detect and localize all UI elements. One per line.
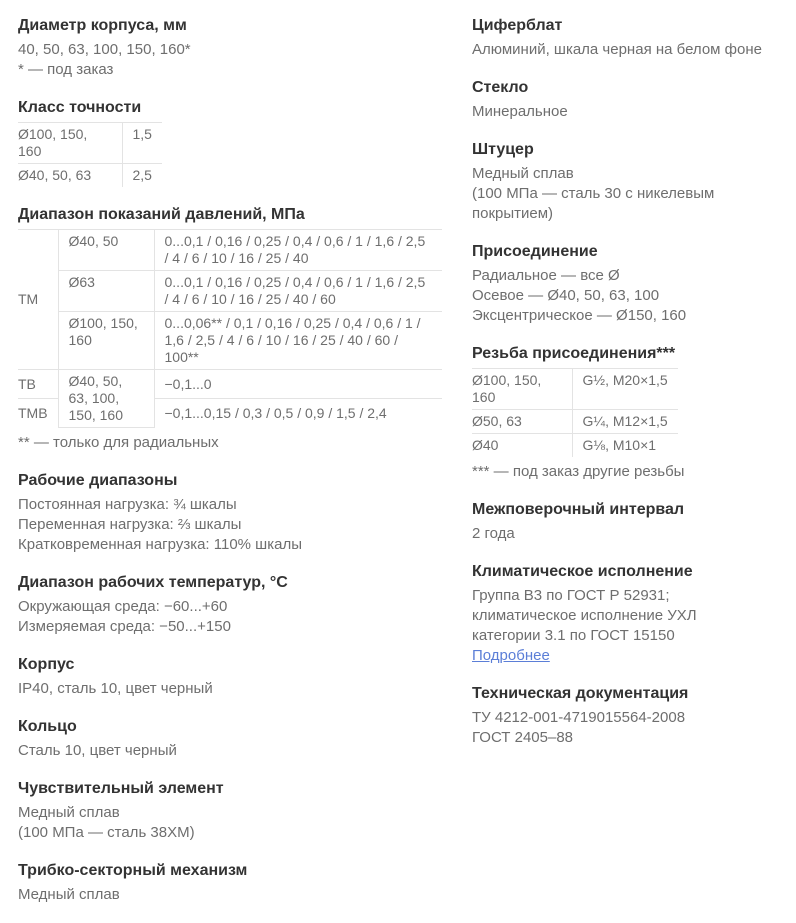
ring-value: Сталь 10, цвет черный xyxy=(18,742,177,759)
case-value: IP40, сталь 10, цвет черный xyxy=(18,680,213,697)
class-cell: 2,5 xyxy=(122,164,162,188)
section-documentation xyxy=(472,684,786,748)
details-link[interactable]: Подробнее xyxy=(472,647,550,664)
series-cell: ТВ xyxy=(18,370,58,399)
diameter-cell: Ø40, 50, 63, 100, 150, 160 xyxy=(58,370,154,428)
diameter-cell: Ø40, 50 xyxy=(58,230,154,271)
docs-gost: ГОСТ 2405–88 xyxy=(472,729,574,746)
pressure-footnote: ** — только для радиальных xyxy=(18,434,219,451)
connection-radial: Радиальное — все Ø xyxy=(472,267,620,284)
table-row xyxy=(18,312,442,370)
section-title: Корпус xyxy=(18,656,75,673)
section-ring xyxy=(18,717,460,761)
section-title: Штуцер xyxy=(472,141,534,158)
climate-group: Группа В3 по ГОСТ Р 52931; xyxy=(472,587,670,604)
section-fitting xyxy=(472,140,786,224)
diameter-cell: Ø40 xyxy=(472,434,572,458)
connection-axial: Осевое — Ø40, 50, 63, 100 xyxy=(472,287,660,304)
section-title: Рабочие диапазоны xyxy=(18,472,178,489)
section-accuracy-class xyxy=(18,98,460,187)
right-column xyxy=(472,16,786,923)
section-title: Циферблат xyxy=(472,17,563,34)
climate-version: климатическое исполнение УХЛ xyxy=(472,607,697,624)
working-constant-load: Постоянная нагрузка: ¾ шкалы xyxy=(18,496,237,513)
section-working-ranges xyxy=(18,471,460,555)
table-row xyxy=(18,123,162,164)
section-title: Присоединение xyxy=(472,243,598,260)
interval-value: 2 года xyxy=(472,525,515,542)
section-title: Чувствительный элемент xyxy=(18,780,224,797)
docs-tu: ТУ 4212-001-4719015564-2008 xyxy=(472,709,686,726)
class-cell: 1,5 xyxy=(122,123,162,164)
range-cell: −0,1...0,15 / 0,3 / 0,5 / 0,9 / 1,5 / 2,4 xyxy=(154,399,442,428)
thread-cell: G¼, M12×1,5 xyxy=(572,410,678,434)
section-title: Трибко-секторный механизм xyxy=(18,862,248,879)
temperature-measured: Измеряемая среда: −50...+150 xyxy=(18,618,231,635)
range-cell: 0...0,1 / 0,16 / 0,25 / 0,4 / 0,6 / 1 / 1,6 / 2,5 / 4 / 6 / 10 / 16 / 25 / 40 xyxy=(154,230,442,271)
diameter-cell: Ø100, 150, 160 xyxy=(18,123,122,164)
section-title: Климатическое исполнение xyxy=(472,563,693,580)
accuracy-class-table xyxy=(18,122,162,187)
range-cell: 0...0,06** / 0,1 / 0,16 / 0,25 / 0,4 / 0,6 / 1 / 1,6 / 2,5 / 4 / 6 / 10 / 16 / 25 / 40 / 60 / 100** xyxy=(154,312,442,370)
section-glass xyxy=(472,78,786,122)
table-row xyxy=(472,410,678,434)
sensor-material-note: (100 МПа — сталь 38ХМ) xyxy=(18,824,195,841)
range-cell: −0,1...0 xyxy=(154,370,442,399)
diameter-cell: Ø100, 150, 160 xyxy=(472,369,572,410)
thread-cell: G½, M20×1,5 xyxy=(572,369,678,410)
fitting-material: Медный сплав xyxy=(472,165,574,182)
table-row xyxy=(472,434,678,458)
table-row xyxy=(18,164,162,188)
table-row xyxy=(472,369,678,410)
table-row xyxy=(18,271,442,312)
section-title: Стекло xyxy=(472,79,529,96)
section-temperature-range xyxy=(18,573,460,637)
working-variable-load: Переменная нагрузка: ⅔ шкалы xyxy=(18,516,242,533)
thread-cell: G⅛, M10×1 xyxy=(572,434,678,458)
section-title: Класс точности xyxy=(18,99,142,116)
left-column xyxy=(18,16,460,923)
working-shortterm-load: Кратковременная нагрузка: 110% шкалы xyxy=(18,536,302,553)
diameter-cell: Ø40, 50, 63 xyxy=(18,164,122,188)
section-title: Диапазон показаний давлений, МПа xyxy=(18,206,305,223)
dial-value: Алюминий, шкала черная на белом фоне xyxy=(472,41,762,58)
thread-table xyxy=(472,368,678,457)
diameter-cell: Ø50, 63 xyxy=(472,410,572,434)
mechanism-value: Медный сплав xyxy=(18,886,120,903)
section-climate xyxy=(472,562,786,666)
section-title: Кольцо xyxy=(18,718,77,735)
diameter-footnote: * — под заказ xyxy=(18,61,114,78)
range-cell: 0...0,1 / 0,16 / 0,25 / 0,4 / 0,6 / 1 / 1,6 / 2,5 / 4 / 6 / 10 / 16 / 25 / 40 / 60 xyxy=(154,271,442,312)
table-row xyxy=(18,230,442,271)
section-calibration-interval xyxy=(472,500,786,544)
fitting-material-note: (100 МПа — сталь 30 с никелевым покрытием) xyxy=(472,185,715,222)
diameter-cell: Ø100, 150, 160 xyxy=(58,312,154,370)
sensor-material: Медный сплав xyxy=(18,804,120,821)
section-connection-thread xyxy=(472,344,786,482)
temperature-ambient: Окружающая среда: −60...+60 xyxy=(18,598,228,615)
series-cell: ТМВ xyxy=(18,399,58,428)
section-dial xyxy=(472,16,786,60)
series-cell: ТМ xyxy=(18,230,58,370)
section-pressure-ranges xyxy=(18,205,460,453)
thread-footnote: *** — под заказ другие резьбы xyxy=(472,463,685,480)
section-mechanism xyxy=(18,861,460,905)
connection-eccentric: Эксцентрическое — Ø150, 160 xyxy=(472,307,687,324)
glass-value: Минеральное xyxy=(472,103,568,120)
section-connection xyxy=(472,242,786,326)
section-title: Диаметр корпуса, мм xyxy=(18,17,187,34)
pressure-range-table xyxy=(18,229,442,428)
section-title: Резьба присоединения*** xyxy=(472,345,676,362)
section-body-diameter xyxy=(18,16,460,80)
climate-category: категории 3.1 по ГОСТ 15150 xyxy=(472,627,675,644)
section-title: Техническая документация xyxy=(472,685,689,702)
table-row xyxy=(18,370,442,399)
diameter-cell: Ø63 xyxy=(58,271,154,312)
section-title: Межповерочный интервал xyxy=(472,501,685,518)
section-title: Диапазон рабочих температур, °C xyxy=(18,574,288,591)
diameter-values: 40, 50, 63, 100, 150, 160* xyxy=(18,41,191,58)
section-sensing-element xyxy=(18,779,460,843)
section-case xyxy=(18,655,460,699)
